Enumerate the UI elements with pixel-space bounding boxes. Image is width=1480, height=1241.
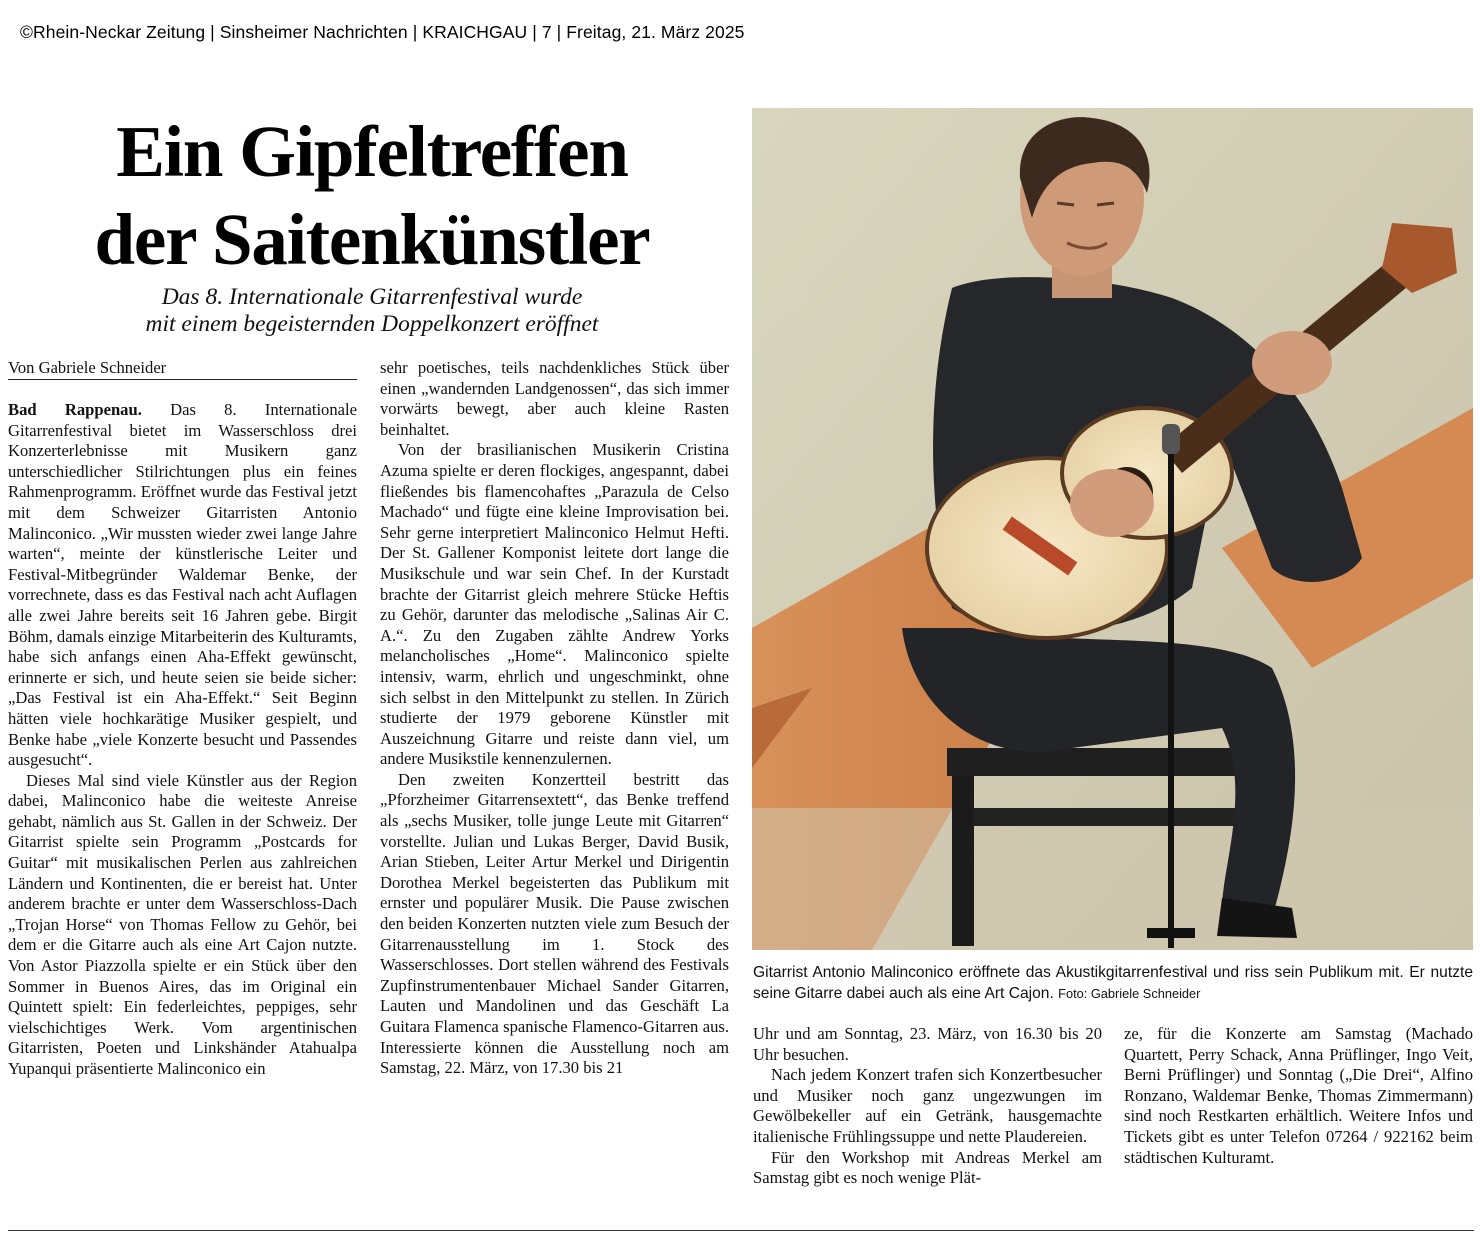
paragraph: Nach jedem Konzert trafen sich Konzertbesucher und Musiker noch ganz ungezwungen im Gewölbekeller auf ein Getränk, hausgemachte italienische Frühlingssuppe und nette Plaudereien. [753,1065,1102,1146]
guitarist-photo-illustration [752,108,1473,950]
caption-text: Gitarrist Antonio Malinconico eröffnete das Akustikgitarrenfestival und riss sein Publikum mit. Er nutzte seine Gitarre dabei auch als eine Art Cajon. [753,964,1473,1002]
paragraph: Uhr und am Sonntag, 23. März, von 16.30 bis 20 Uhr besuchen. [753,1024,1102,1064]
bottom-divider [8,1230,1474,1231]
paragraph: Dieses Mal sind viele Künstler aus der Region dabei, Malinconico habe die weiteste Anreise gehabt, nämlich aus St. Gallen in der Schweiz. Der Gitarrist spielte sein Programm „Postcards for Guitar“ mit musikalischen Perlen aus zahlreichen Ländern und Kontinenten, die er bereist hat. Unter anderem brachte er unter dem Wasserschloss-Dach „Trojan Horse“ von Thomas Fellow zu Gehör, bei dem er die Gitarre auch als eine Art Cajon nutzte. Von Astor Piazzolla spielte er ein Stück über den Sommer in Buenos Aires, das im Original ein Quintett spielt: Ein federleichtes, peppiges, sehr vielschichtiges Werk. Vom argentinischen Gitarristen, Poeten und Linkshänder Atahualpa Yupanqui präsentierte Malinconico ein [8,770,357,1078]
paragraph-text: Das 8. Internationale Gitarrenfestival bietet im Wasserschloss drei Konzerterlebnisse mit Musikern ganz unterschiedlicher Stilrichtungen plus ein feines Rahmenprogramm. Eröffnet wurde das Festival jetzt mit dem Schweizer Gitarristen Antonio Malinconico. „Wir mussten wieder zwei lange Jahre warten“, meinte der künstlerische Leiter und Festival-Mitbegründer Waldemar Benke, der vorrechnete, dass es das Festival nach acht Auflagen alle zwei Jahre bereits seit 16 Jahren gebe. Birgit Böhm, damals einzige Mitarbeiterin des Kulturamts, habe sich anfangs einen Aha-Effekt gewünscht, erinnerte er sich, und heute seien sie beide sicher: „Das Festival ist ein Aha-Effekt.“ Seit Beginn hätten viele hochkarätige Musiker gespielt, und Benke habe „viele Konzerte besucht und Passendes ausgesucht“. [8,400,357,770]
paragraph: ze, für die Konzerte am Samstag (Machado Quartett, Perry Schack, Anna Prüflinger, Ingo Veit, Berni Prüflinger) und Sonntag („Die Drei“, Alfino Ronzano, Waldemar Benke, Thomas Zimmermann) sind noch Restkarten erhältlich. Weitere Infos und Tickets gibt es unter Telefon 07264 / 922162 beim städtischen Kulturamt. [1124,1024,1473,1167]
newspaper-header: ©Rhein-Neckar Zeitung | Sinsheimer Nachrichten | KRAICHGAU | 7 | Freitag, 21. März 2025 [20,22,745,42]
concert-photo [752,108,1473,950]
article-column-1 [8,400,357,1080]
paragraph: Von der brasilianischen Musikerin Cristina Azuma spielte er deren flockiges, angespannt, dabei fließendes bis flamencohaftes „Parazula de Celso Machado“ und fügte eine kleine Improvisation bei. Sehr gerne interpretiert Malinconico Helmut Hefti. Der St. Gallener Komponist leitete dort lange die Musikschule und war sein Chef. In der Kurstadt brachte der Gitarrist gleich mehrere Stücke Heftis zu Gehör, darunter das melodische „Salinas Air C. A.“. Zu den Zugaben zählte Andrew Yorks melancholisches „Home“. Malinconico spielte intensiv, warm, ehrlich und ungeschminkt, ohne sich selbst in den Mittelpunkt zu stellen. In Zürich studierte der 1979 geborene Künstler mit Auszeichnung Gitarre und reiste dann viel, um andere Musikstile kennenzulernen. [380,440,729,769]
paragraph: Den zweiten Konzertteil bestritt das „Pforzheimer Gitarrensextett“, das Benke treffend als „sechs Musiker, tolle junge Leute mit Gitarren“ vorstellte. Julian und Lukas Berger, David Busik, Arian Stieben, Leiter Artur Merkel und Dirigentin Dorothea Merkel begeisterten das Publikum mit ernster und populärer Musik. Die Pause zwischen den beiden Konzerten nutzten viele zum Besuch der Gitarrenausstellung im 1. Stock des Wasserschlosses. Dort stellen während des Festivals Zupfinstrumentenbauer Michael Sander Gitarren, Lauten und Mandolinen und das Geschäft La Guitara Flamenca spanische Flamenco-Gitarren aus. Interessierte können die Ausstellung noch am Samstag, 22. März, von 17.30 bis 21 [380,769,729,1078]
subheadline [8,284,736,338]
headline-line-2: der Saitenkünstler [94,199,650,280]
headline-line-1: Ein Gipfeltreffen [116,111,628,192]
photo-credit: Foto: Gabriele Schneider [1058,986,1201,1001]
byline: Von Gabriele Schneider [8,358,357,380]
paragraph [8,400,357,771]
photo-caption [753,962,1473,1004]
article-column-3 [753,1024,1102,1189]
paragraph: Für den Workshop mit Andreas Merkel am Samstag gibt es noch wenige Plät- [753,1147,1102,1188]
headline [8,108,736,284]
article-column-4 [1124,1024,1473,1168]
subheadline-line-1: Das 8. Internationale Gitarrenfestival wurde [161,284,583,310]
paragraph: sehr poetisches, teils nachdenkliches Stück über einen „wandernden Landgenossen“, das sich immer vorwärts bewegt, aber auch kleine Rasten beinhaltet. [380,358,729,439]
subheadline-line-2: mit einem begeisternden Doppelkonzert eröffnet [145,311,599,337]
article-column-2 [380,358,729,1079]
dateline: Bad Rappenau. [8,400,142,419]
